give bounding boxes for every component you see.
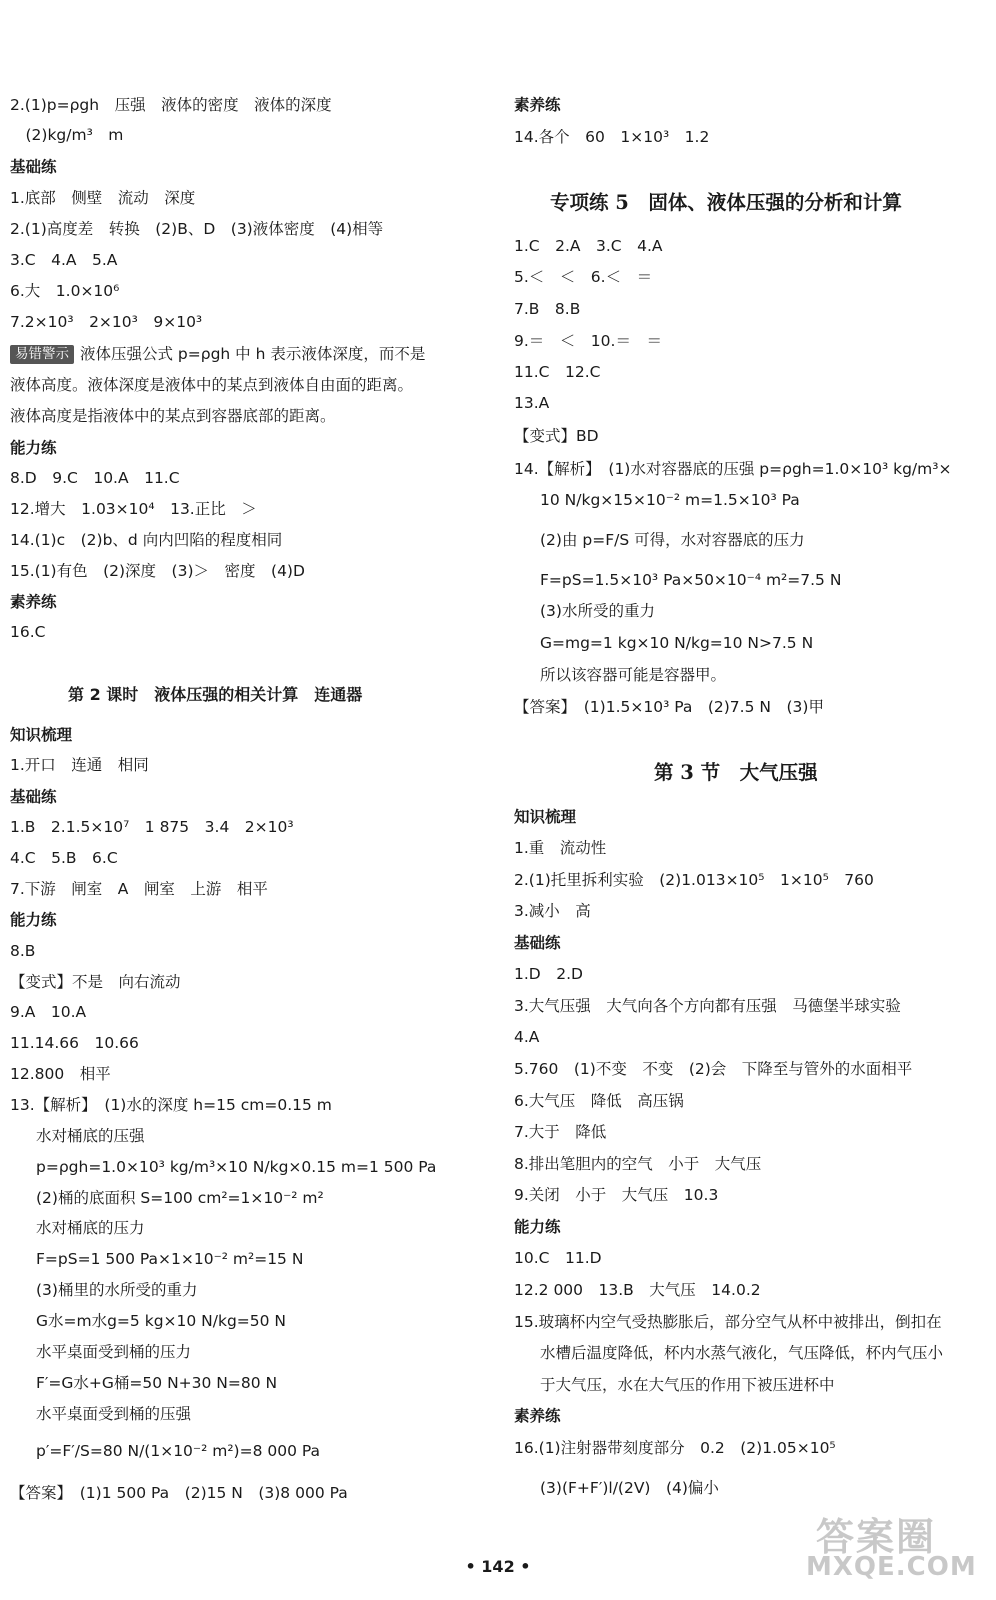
text-line: 于大气压，水在大气压的作用下被压进杯中: [540, 1376, 835, 1394]
page-number: • 142 •: [465, 1557, 531, 1576]
solution-line: 水平桌面受到桶的压强: [36, 1405, 192, 1423]
text-line: 1.B 2.1.5×10⁷ 1 875 3.4 2×10³: [10, 818, 294, 836]
solution-line: p′=F′/S=80 N/(1×10⁻² m²)=8 000 Pa: [36, 1442, 321, 1460]
section-heading: 素养练: [10, 593, 57, 611]
solution-line: (2)由 p=F/S 可得，水对容器底的压力: [540, 531, 805, 549]
section-heading: 素养练: [514, 96, 561, 114]
text-line: 5.760 (1)不变 不变 (2)会 下降至与管外的水面相平: [514, 1060, 913, 1078]
text-line: 6.大气压 降低 高压锅: [514, 1092, 684, 1110]
text-line: 14.各个 60 1×10³ 1.2: [514, 128, 710, 146]
text-line: 1.C 2.A 3.C 4.A: [514, 237, 663, 255]
solution-line: (3)水所受的重力: [540, 602, 655, 620]
text-line: 14.(1)c (2)b、d 向内凹陷的程度相同: [10, 531, 283, 549]
text-line: 7.大于 降低: [514, 1123, 607, 1141]
text-line: 11.C 12.C: [514, 363, 601, 381]
text-line: (2)kg/m³ m: [10, 126, 124, 144]
solution-line: 10 N/kg×15×10⁻² m=1.5×10³ Pa: [540, 491, 800, 509]
section-heading: 能力练: [10, 439, 57, 457]
text-line: 4.A: [514, 1028, 540, 1046]
watermark-cn: 答案圈: [816, 1515, 937, 1559]
text-line: 4.C 5.B 6.C: [10, 849, 118, 867]
section-heading: 基础练: [10, 158, 57, 176]
text-line: 液体高度。液体深度是液体中的某点到液体自由面的距离。: [10, 376, 414, 394]
warning-note: [10, 343, 425, 365]
watermark-en: MXQE.COM: [806, 1552, 977, 1582]
solution-line: 水平桌面受到桶的压力: [36, 1343, 192, 1361]
warning-tag: 易错警示: [10, 345, 74, 364]
text-line: 16.(1)注射器带刻度部分 0.2 (2)1.05×10⁵: [514, 1439, 836, 1457]
text-line: 【变式】不是 向右流动: [10, 973, 181, 991]
solution-line: F=pS=1 500 Pa×1×10⁻² m²=15 N: [36, 1250, 304, 1268]
solution-line: p=ρgh=1.0×10³ kg/m³×10 N/kg×0.15 m=1 500 Pa: [36, 1158, 437, 1176]
text-line: 液体高度是指液体中的某点到容器底部的距离。: [10, 407, 336, 425]
text-line: 10.C 11.D: [514, 1249, 602, 1267]
text-line: 水槽后温度降低，杯内水蒸气液化，气压降低，杯内气压小: [540, 1344, 944, 1362]
text-line: 7.B 8.B: [514, 300, 581, 318]
solution-line: G=mg=1 kg×10 N/kg=10 N>7.5 N: [540, 634, 814, 652]
text-line: 1.重 流动性: [514, 839, 607, 857]
solution-line: 水对桶底的压力: [36, 1219, 145, 1237]
text-line: 5.＜ ＜ 6.＜ ＝: [514, 268, 653, 286]
text-line: 7.下游 闸室 A 闸室 上游 相平: [10, 880, 268, 898]
text-line: 3.减小 高: [514, 902, 591, 920]
answer-line: 【答案】 (1)1 500 Pa (2)15 N (3)8 000 Pa: [10, 1484, 348, 1502]
chapter-title: 第 3 节 大气压强: [654, 761, 818, 784]
text-line: 8.B: [10, 942, 36, 960]
section-heading: 能力练: [10, 911, 57, 929]
solution-line: (3)桶里的水所受的重力: [36, 1281, 198, 1299]
text-line: 8.排出笔胆内的空气 小于 大气压: [514, 1155, 762, 1173]
text-line: 3.大气压强 大气向各个方向都有压强 马德堡半球实验: [514, 997, 901, 1015]
solution-line: F=pS=1.5×10³ Pa×50×10⁻⁴ m²=7.5 N: [540, 571, 842, 589]
text-line: 13.【解析】 (1)水的深度 h=15 cm=0.15 m: [10, 1096, 332, 1114]
text-line: 6.大 1.0×10⁶: [10, 282, 120, 300]
text-line: 3.C 4.A 5.A: [10, 251, 118, 269]
text-line: 14.【解析】 (1)水对容器底的压强 p=ρgh=1.0×10³ kg/m³×: [514, 460, 952, 478]
text-line: 12.2 000 13.B 大气压 14.0.2: [514, 1281, 761, 1299]
text-line: 12.增大 1.03×10⁴ 13.正比 ＞: [10, 500, 257, 518]
solution-line: 水对桶底的压强: [36, 1127, 145, 1145]
text-line: 12.800 相平: [10, 1065, 111, 1083]
section-heading: 能力练: [514, 1218, 561, 1236]
section-heading: 素养练: [514, 1407, 561, 1425]
text-line: 16.C: [10, 623, 46, 641]
section-heading: 知识梳理: [514, 808, 577, 826]
section-heading: 基础练: [10, 788, 57, 806]
text-line: 9.＝ ＜ 10.＝ ＝: [514, 332, 662, 350]
text-line: 9.A 10.A: [10, 1003, 87, 1021]
text-line: (3)(F+F′)l/(2V) (4)偏小: [540, 1479, 719, 1497]
solution-line: F′=G水+G桶=50 N+30 N=80 N: [36, 1374, 278, 1392]
section-heading: 知识梳理: [10, 726, 73, 744]
chapter-title: 专项练 5 固体、液体压强的分析和计算: [550, 191, 902, 214]
text-line: 15.玻璃杯内空气受热膨胀后，部分空气从杯中被排出，倒扣在: [514, 1313, 942, 1331]
solution-line: G水=m水g=5 kg×10 N/kg=50 N: [36, 1312, 287, 1330]
text-line: 2.(1)p=ρgh 压强 液体的密度 液体的深度: [10, 96, 332, 114]
solution-line: 所以该容器可能是容器甲。: [540, 666, 727, 684]
text-line: 11.14.66 10.66: [10, 1034, 139, 1052]
text-line: 1.底部 侧壁 流动 深度: [10, 189, 196, 207]
warning-text: 液体压强公式 p=ρgh 中 h 表示液体深度，而不是: [80, 345, 426, 363]
solution-line: (2)桶的底面积 S=100 cm²=1×10⁻² m²: [36, 1189, 324, 1207]
text-line: 15.(1)有色 (2)深度 (3)＞ 密度 (4)D: [10, 562, 305, 580]
text-line: 1.开口 连通 相同: [10, 756, 149, 774]
text-line: 9.关闭 小于 大气压 10.3: [514, 1186, 719, 1204]
lesson-title: 第 2 课时 液体压强的相关计算 连通器: [68, 685, 363, 704]
watermark-logo: [804, 1506, 977, 1586]
text-line: 【变式】BD: [514, 427, 599, 445]
section-heading: 基础练: [514, 934, 561, 952]
text-line: 8.D 9.C 10.A 11.C: [10, 469, 180, 487]
text-line: 2.(1)托里拆利实验 (2)1.013×10⁵ 1×10⁵ 760: [514, 871, 874, 889]
text-line: 1.D 2.D: [514, 965, 583, 983]
text-line: 2.(1)高度差 转换 (2)B、D (3)液体密度 (4)相等: [10, 220, 384, 238]
text-line: 13.A: [514, 394, 550, 412]
answer-line: 【答案】 (1)1.5×10³ Pa (2)7.5 N (3)甲: [514, 698, 824, 716]
text-line: 7.2×10³ 2×10³ 9×10³: [10, 313, 203, 331]
